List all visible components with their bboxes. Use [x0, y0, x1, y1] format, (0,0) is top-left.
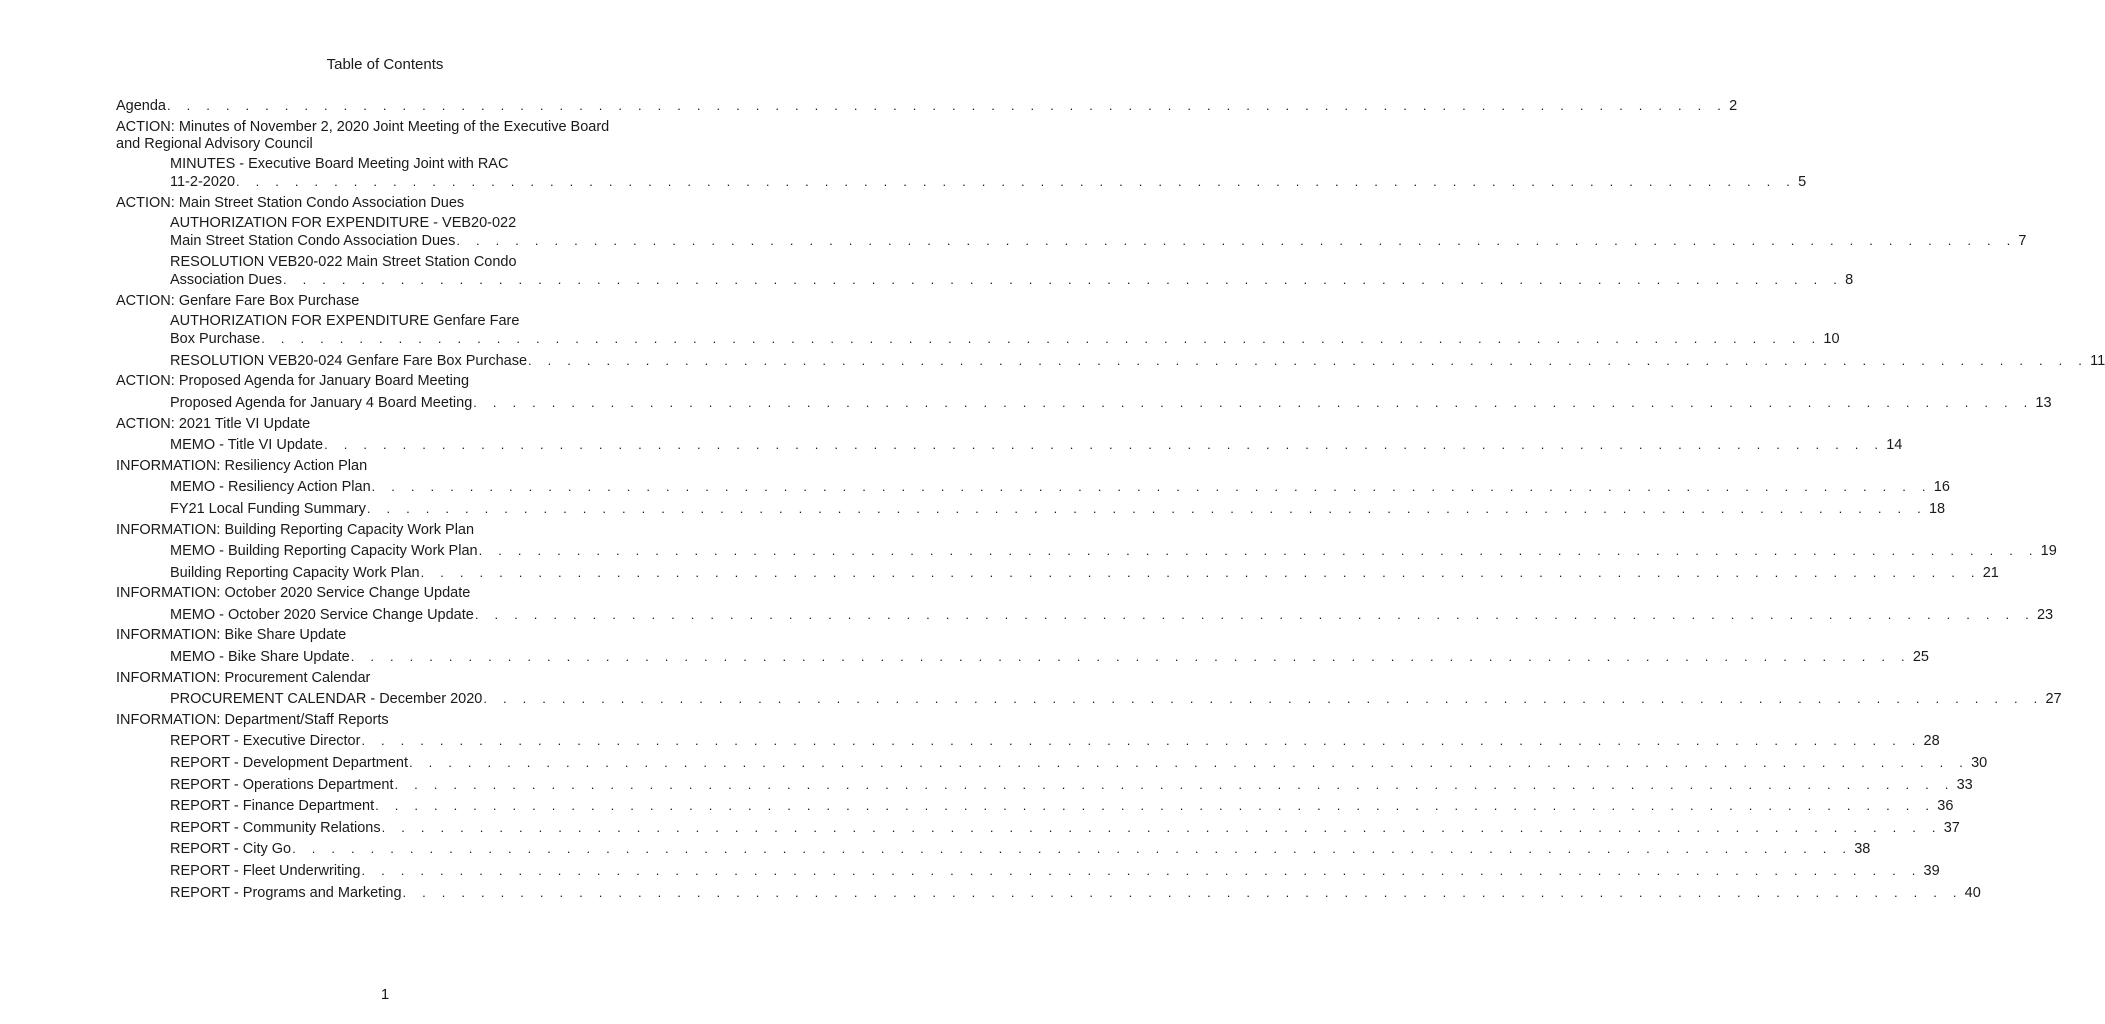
toc-page-number: 14: [1886, 437, 1903, 454]
toc-entry-text: REPORT - Executive Director: [170, 733, 361, 750]
toc-entry-text: PROCUREMENT CALENDAR - December 2020: [170, 691, 483, 708]
toc-entry: [116, 394, 2052, 412]
toc-entry-text: Agenda: [116, 98, 166, 114]
toc-entry-text: MEMO - Building Reporting Capacity Work Plan: [170, 543, 478, 560]
page-title: Table of Contents: [326, 56, 444, 73]
toc-section-heading: [116, 585, 622, 602]
toc-entry-text: Main Street Station Condo Association Dues: [170, 233, 456, 250]
toc-section-heading: [116, 119, 622, 153]
toc-entry-text: REPORT - Operations Department: [170, 776, 394, 793]
toc-entry: [116, 542, 2057, 560]
dot-leader: . . . . . . . . . . . . . . . . . . . . . . . . . . . . . . . . . . . . . . . . . . . . . . . . . . . . . . . . . . . . . . . . . . . . . . . . . . . . . . . .: [402, 884, 1963, 900]
dot-leader: . . . . . . . . . . . . . . . . . . . . . . . . . . . . . . . . . . . . . . . . . . . . . . . . . . . . . . . . . . . . . . . . . . . . . . . . . . . . . . . .: [324, 437, 1885, 453]
dot-leader: . . . . . . . . . . . . . . . . . . . . . . . . . . . . . . . . . . . . . . . . . . . . . . . . . . . . . . . . . . . . . . . . . . . . . . . . . . . . . . . .: [528, 352, 2089, 368]
toc-section-heading: [116, 712, 622, 729]
toc-entry-text: REPORT - City Go: [170, 841, 292, 858]
toc-entry-text: INFORMATION: October 2020 Service Change Update: [116, 585, 471, 602]
toc-page-number: 37: [1943, 819, 1960, 836]
toc-entry: [116, 690, 2062, 708]
table-of-contents: [116, 97, 2105, 905]
toc-entry: [116, 436, 1903, 454]
toc-page-number: 28: [1923, 733, 1940, 750]
dot-leader: . . . . . . . . . . . . . . . . . . . . . . . . . . . . . . . . . . . . . . . . . . . . . . . . . . . . . . . . . . . . . . . . . . . . . . . . . . . . . . . .: [473, 394, 2034, 410]
dot-leader: . . . . . . . . . . . . . . . . . . . . . . . . . . . . . . . . . . . . . . . . . . . . . . . . . . . . . . . . . . . . . . . . . . . . . . . . . . . . . . . .: [261, 331, 1822, 347]
toc-entry-text: RESOLUTION VEB20-024 Genfare Fare Box Purchase: [170, 352, 528, 369]
toc-page-number: 7: [2018, 233, 2027, 250]
toc-entry: [116, 732, 1940, 750]
toc-entry-text-line1: MINUTES - Executive Board Meeting Joint with RAC: [170, 156, 509, 173]
toc-section-heading: [116, 293, 622, 310]
toc-entry-text: ACTION: Main Street Station Condo Association Dues: [116, 194, 465, 211]
dot-leader: . . . . . . . . . . . . . . . . . . . . . . . . . . . . . . . . . . . . . . . . . . . . . . . . . . . . . . . . . . . . . . . . . . . . . . . . . . . . . . . .: [350, 649, 1911, 665]
toc-page-number: 36: [1937, 798, 1954, 815]
toc-section-heading: [116, 373, 622, 390]
toc-section-heading: [116, 97, 1738, 115]
dot-leader: . . . . . . . . . . . . . . . . . . . . . . . . . . . . . . . . . . . . . . . . . . . . . . . . . . . . . . . . . . . . . . . . . . . . . . . . . . . . . . . .: [420, 564, 1981, 580]
toc-page-number: 18: [1928, 500, 1946, 517]
toc-entry: [116, 500, 1946, 518]
toc-page-number: 27: [2045, 691, 2062, 708]
toc-entry: [116, 564, 1999, 582]
toc-entry-text: ACTION: 2021 Title VI Update: [116, 415, 311, 432]
toc-page-number: 11: [2090, 352, 2105, 369]
dot-leader: . . . . . . . . . . . . . . . . . . . . . . . . . . . . . . . . . . . . . . . . . . . . . . . . . . . . . . . . . . . . . . . . . . . . . . . . . . . . . . . .: [361, 733, 1922, 749]
toc-entry: [116, 754, 1988, 772]
toc-entry-text: INFORMATION: Procurement Calendar: [116, 669, 371, 686]
toc-page-number: 23: [2036, 606, 2054, 623]
toc-entry-text: ACTION: Proposed Agenda for January Board Meeting: [116, 373, 470, 390]
dot-leader: . . . . . . . . . . . . . . . . . . . . . . . . . . . . . . . . . . . . . . . . . . . . . . . . . . . . . . . . . . . . . . . . . . . . . . . . . . . . . . . .: [236, 174, 1797, 190]
dot-leader: . . . . . . . . . . . . . . . . . . . . . . . . . . . . . . . . . . . . . . . . . . . . . . . . . . . . . . . . . . . . . . . . . . . . . . . . . . . . . . . .: [474, 606, 2035, 622]
dot-leader: . . . . . . . . . . . . . . . . . . . . . . . . . . . . . . . . . . . . . . . . . . . . . . . . . . . . . . . . . . . . . . . . . . . . . . . . . . . . . . . .: [361, 863, 1922, 878]
dot-leader: . . . . . . . . . . . . . . . . . . . . . . . . . . . . . . . . . . . . . . . . . . . . . . . . . . . . . . . . . . . . . . . . . . . . . . . . . . . . . . . .: [167, 98, 1728, 113]
dot-leader: . . . . . . . . . . . . . . . . . . . . . . . . . . . . . . . . . . . . . . . . . . . . . . . . . . . . . . . . . . . . . . . . . . . . . . . . . . . . . . . .: [371, 479, 1932, 495]
toc-entry: [116, 797, 1954, 815]
toc-page-number: 8: [1845, 271, 1854, 288]
toc-entry: [116, 648, 1929, 666]
toc-entry-text: INFORMATION: Resiliency Action Plan: [116, 457, 368, 474]
toc-entry: [116, 253, 1854, 289]
toc-entry: [116, 313, 1840, 348]
toc-page-number: 40: [1964, 884, 1981, 901]
toc-section-heading: [116, 416, 622, 433]
dot-leader: . . . . . . . . . . . . . . . . . . . . . . . . . . . . . . . . . . . . . . . . . . . . . . . . . . . . . . . . . . . . . . . . . . . . . . . . . . . . . . . .: [394, 776, 1955, 792]
toc-entry-text: REPORT - Development Department: [170, 755, 409, 772]
toc-entry-text: 11-2-2020: [170, 174, 236, 191]
toc-page-number: 21: [1982, 564, 1999, 581]
toc-entry: [116, 884, 1981, 902]
dot-leader: . . . . . . . . . . . . . . . . . . . . . . . . . . . . . . . . . . . . . . . . . . . . . . . . . . . . . . . . . . . . . . . . . . . . . . . . . . . . . . . .: [366, 500, 1927, 516]
toc-section-heading: [116, 627, 622, 644]
toc-entry: [116, 840, 1871, 858]
toc-page-number: 2: [1729, 98, 1738, 114]
toc-page-number: 33: [1956, 776, 1973, 793]
toc-entry-text: ACTION: Minutes of November 2, 2020 Joint Meeting of the Executive Board and Regional Advisory Council: [116, 118, 610, 152]
toc-page-number: 38: [1854, 841, 1871, 858]
dot-leader: . . . . . . . . . . . . . . . . . . . . . . . . . . . . . . . . . . . . . . . . . . . . . . . . . . . . . . . . . . . . . . . . . . . . . . . . . . . . . . . .: [283, 271, 1844, 287]
toc-entry-text: Box Purchase: [170, 331, 261, 348]
toc-entry: [116, 819, 1960, 837]
toc-section-heading: [116, 195, 622, 212]
toc-page-number: 10: [1823, 331, 1840, 348]
toc-page-number: 19: [2040, 543, 2057, 560]
toc-entry-text: REPORT - Programs and Marketing: [170, 884, 402, 901]
toc-entry-text: INFORMATION: Building Reporting Capacity Work Plan: [116, 521, 475, 538]
toc-entry: [116, 352, 2105, 370]
toc-entry-text: REPORT - Finance Department: [170, 798, 375, 815]
toc-entry: [116, 156, 1807, 191]
toc-entry: [116, 215, 2027, 250]
toc-entry-text: MEMO - October 2020 Service Change Update: [170, 606, 474, 623]
toc-entry-text-line1: AUTHORIZATION FOR EXPENDITURE - VEB20-022: [170, 215, 517, 232]
toc-entry-text: ACTION: Genfare Fare Box Purchase: [116, 292, 360, 309]
dot-leader: . . . . . . . . . . . . . . . . . . . . . . . . . . . . . . . . . . . . . . . . . . . . . . . . . . . . . . . . . . . . . . . . . . . . . . . . . . . . . . . .: [456, 233, 2017, 249]
dot-leader: . . . . . . . . . . . . . . . . . . . . . . . . . . . . . . . . . . . . . . . . . . . . . . . . . . . . . . . . . . . . . . . . . . . . . . . . . . . . . . . .: [381, 819, 1942, 835]
toc-entry: [116, 606, 2054, 624]
toc-entry-text-line1: RESOLUTION VEB20-022 Main Street Station Condo: [170, 253, 517, 270]
toc-entry-text: REPORT - Community Relations: [170, 819, 381, 836]
toc-page-number: 16: [1933, 479, 1950, 496]
dot-leader: . . . . . . . . . . . . . . . . . . . . . . . . . . . . . . . . . . . . . . . . . . . . . . . . . . . . . . . . . . . . . . . . . . . . . . . . . . . . . . . .: [483, 691, 2044, 707]
toc-page-number: 5: [1798, 174, 1807, 191]
toc-entry-text: INFORMATION: Department/Staff Reports: [116, 711, 389, 728]
toc-entry-text: FY21 Local Funding Summary: [170, 500, 366, 517]
toc-entry-text: Building Reporting Capacity Work Plan: [170, 564, 420, 581]
toc-entry-text: MEMO - Resiliency Action Plan: [170, 479, 371, 496]
toc-entry-text: Proposed Agenda for January 4 Board Meeting: [170, 394, 473, 411]
toc-entry: [116, 862, 1940, 880]
toc-section-heading: [116, 670, 622, 687]
dot-leader: . . . . . . . . . . . . . . . . . . . . . . . . . . . . . . . . . . . . . . . . . . . . . . . . . . . . . . . . . . . . . . . . . . . . . . . . . . . . . . . .: [409, 755, 1970, 771]
toc-entry-text: MEMO - Bike Share Update: [170, 649, 350, 666]
toc-entry-text: MEMO - Title VI Update: [170, 437, 324, 454]
toc-page-number: 13: [2035, 394, 2052, 411]
toc-page-number: 25: [1912, 649, 1929, 666]
toc-entry: [116, 478, 1950, 496]
toc-entry-text: Association Dues: [170, 271, 283, 288]
toc-entry-text: REPORT - Fleet Underwriting: [170, 863, 361, 879]
dot-leader: . . . . . . . . . . . . . . . . . . . . . . . . . . . . . . . . . . . . . . . . . . . . . . . . . . . . . . . . . . . . . . . . . . . . . . . . . . . . . . . .: [292, 841, 1853, 857]
toc-page-number: 39: [1923, 863, 1940, 879]
toc-section-heading: [116, 458, 622, 475]
toc-entry-text-line1: AUTHORIZATION FOR EXPENDITURE Genfare Fare: [170, 313, 520, 330]
dot-leader: . . . . . . . . . . . . . . . . . . . . . . . . . . . . . . . . . . . . . . . . . . . . . . . . . . . . . . . . . . . . . . . . . . . . . . . . . . . . . . . .: [375, 798, 1936, 814]
page-number: 1: [380, 986, 390, 1003]
toc-entry: [116, 776, 1973, 794]
toc-page-number: 30: [1971, 755, 1988, 772]
toc-entry-text: INFORMATION: Bike Share Update: [116, 627, 347, 644]
dot-leader: . . . . . . . . . . . . . . . . . . . . . . . . . . . . . . . . . . . . . . . . . . . . . . . . . . . . . . . . . . . . . . . . . . . . . . . . . . . . . . . .: [478, 543, 2039, 559]
toc-section-heading: [116, 522, 622, 539]
